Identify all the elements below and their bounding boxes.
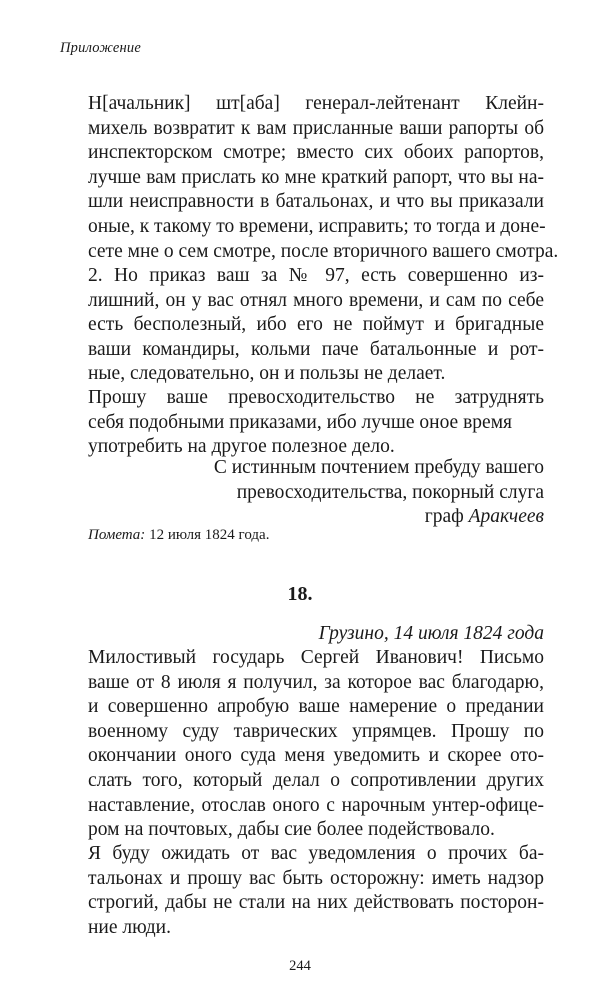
closing-line: превосходительства, покорный слуга (236, 481, 544, 503)
paragraph-4 (88, 646, 544, 843)
paragraph-5 (88, 842, 544, 940)
text-line: слать того, который делал о сопротивлении других (88, 769, 544, 791)
closing-line: С истинным почтением пребуду вашего (213, 457, 544, 478)
text-line: михель возвратит к вам присланные ваши рапорты об (88, 117, 544, 139)
text-line: ные, следовательно, он и пользы не делает. (88, 363, 446, 385)
text-line: себя подобными приказами, ибо лучше оное время (88, 411, 513, 433)
place-and-date: Грузино, 14 июля 1824 года (318, 623, 544, 644)
text-line: лишний, он у вас отнял много времени, и сам по себе (88, 289, 544, 311)
text-line: и совершенно апробую ваше намерение о предании (88, 696, 544, 718)
text-line: лучше вам прислать ко мне краткий рапорт, что вы на- (88, 166, 544, 188)
text-line: ваше от 8 июля я получил, за которое вас благодарю, (88, 671, 544, 693)
text-line: 2. Но приказ ваш за № 97, есть совершенно из- (88, 265, 544, 286)
text-line: ром на почтовых, дабы сие более подействовало. (88, 819, 495, 841)
text-line: Н[ачальник] шт[аба] генерал-лейтенант Клейн- (88, 93, 544, 114)
text-line: есть бесполезный, ибо его не поймут и бригадные (88, 314, 544, 336)
text-line: оные, к такому то времени, исправить; то тогда и доне- (88, 215, 546, 237)
text-line: ние люди. (88, 916, 171, 938)
text-line: строгий, дабы не стали на них действовать посторон- (88, 892, 544, 914)
note-text: 12 июля 1824 года. (145, 527, 270, 543)
signature-name: Аракчеев (468, 506, 544, 528)
text-line: сете мне о сем смотре, после вторичного вашего смотра. (88, 240, 559, 262)
text-line: инспекторском смотре; вместо сих обоих рапортов, (88, 142, 544, 164)
text-line: Прошу ваше превосходительство не затруднять (88, 387, 544, 408)
text-line: Милостивый государь Сергей Иванович! Письмо (88, 647, 544, 668)
text-line: употребить на другое полезное дело. (88, 436, 395, 458)
signature-title: граф (424, 506, 469, 528)
running-head: Приложение (60, 40, 141, 56)
text-line: окончании оного суда меня уведомить и скорее ото- (88, 745, 544, 767)
text-line: Я буду ожидать от вас уведомления о прочих ба- (88, 843, 544, 864)
text-line: шли неисправности в батальонах, и что вы приказали (88, 191, 544, 213)
paragraph-1 (88, 92, 559, 264)
note-label: Помета: (88, 527, 146, 543)
annotation-note (88, 526, 269, 544)
closing-signature (214, 456, 544, 530)
text-line: военному суду таврических упрямцев. Прошу по (88, 720, 544, 742)
paragraph-2 (88, 264, 544, 387)
document-number: 18. (287, 583, 313, 605)
paragraph-3 (88, 386, 544, 460)
text-line: наставление, отослав оного с нарочным унтер-офице- (88, 794, 544, 816)
text-line: ваши командиры, кольми паче батальонные и рот- (88, 338, 544, 360)
page-number: 244 (289, 958, 311, 974)
text-line: тальонах и прошу вас быть осторожну: иметь надзор (88, 867, 544, 889)
